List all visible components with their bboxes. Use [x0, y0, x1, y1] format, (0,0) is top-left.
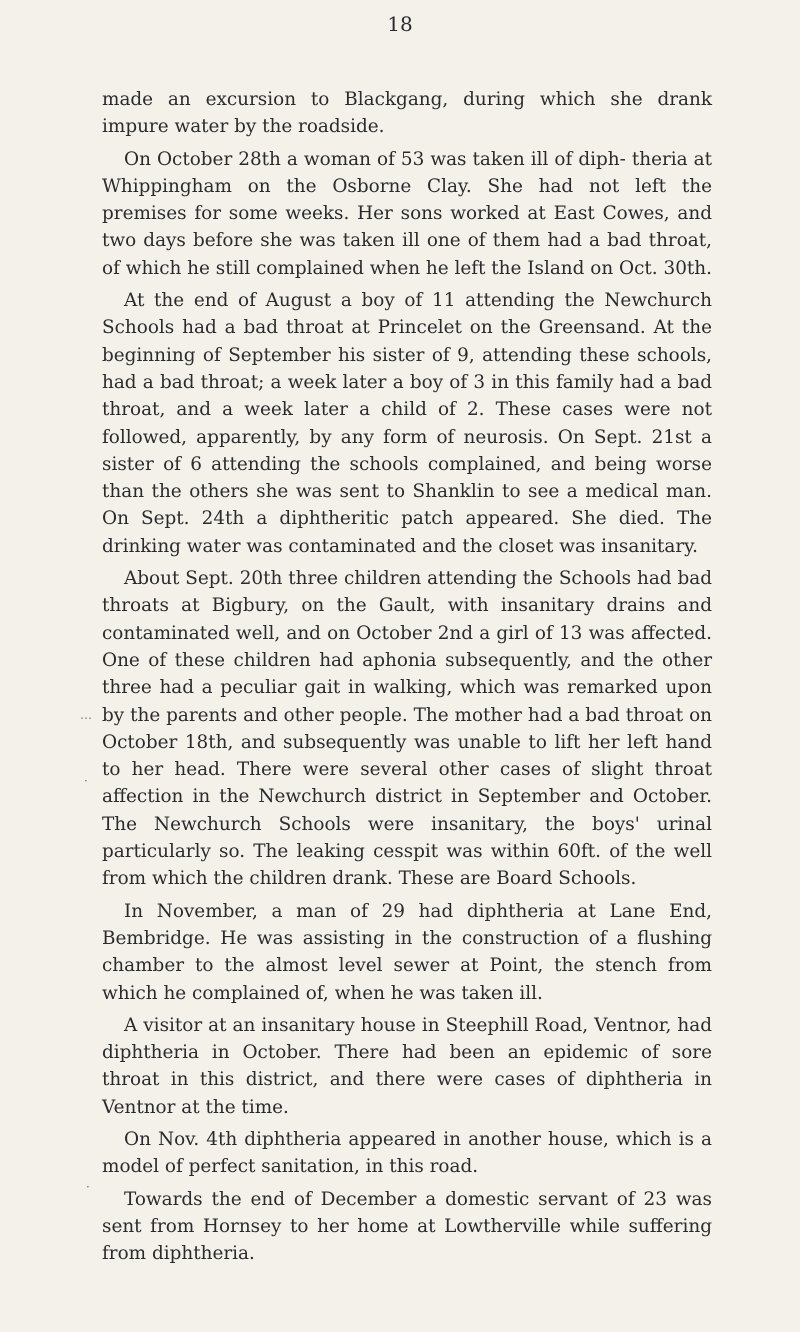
text-line: 18th, and subsequently was unable to lift her left hand to [102, 731, 712, 781]
text-line: within 60ft. of the well from which the children drank. [102, 841, 712, 890]
text-line: At the end of August a boy of 11 attending the [124, 290, 595, 312]
text-line: the closet was insanitary. [462, 535, 698, 557]
text-line: On Nov. 4th diphtheria appeared in another house, [124, 1128, 609, 1150]
text-line: later a child of 2. These cases were not followed, [102, 399, 712, 448]
text-line: taken ill. [461, 982, 543, 1004]
text-line: medical man. On Sept. 24th a diphtheritic patch appeared. [102, 481, 712, 530]
text-line: 23 was sent from Hornsey to her home at Lowtherville [102, 1188, 712, 1237]
paragraph [102, 146, 712, 282]
paragraph [102, 287, 712, 560]
text-line: a boy of 3 in this family had a bad throat, and a week [102, 371, 713, 421]
text-line: which is a model of perfect sanitation, in this road. [102, 1128, 712, 1178]
text-line: made an excursion to Blackgang, during which she [102, 89, 643, 110]
text-line: other people. The mother had a bad throat on October [102, 704, 713, 753]
text-line: throat affection in the Newchurch district in September [102, 759, 712, 808]
text-line: a flushing chamber to the almost level sewer at Point, [102, 927, 712, 977]
text-line: apparently, by any form of neurosis. On Sept. 21st a [196, 426, 712, 448]
text-line: Ventnor, had diphtheria in October. There had been an [102, 1014, 712, 1064]
text-line: while suffering from diphtheria. [102, 1215, 712, 1265]
text-line: About Sept. 20th three children attending the Schools [124, 568, 632, 590]
paragraph [102, 565, 712, 893]
text-line: and October. The Newchurch Schools were insanitary, [102, 786, 712, 835]
text-line: Newchurch Schools had a bad throat at Princelet on the [102, 290, 712, 339]
margin-mark: … [80, 708, 92, 722]
text-line: the stench from which he complained of, when he was [102, 955, 712, 1004]
text-line: cases of diphtheria in Ventnor at the time. [102, 1069, 712, 1118]
text-line: had bad throats at Bigbury, on the Gault, with insanitary [102, 568, 712, 617]
text-line: 9, attending these schools, had a bad throat; a week later [102, 344, 712, 393]
text-line: drains and contaminated well, and on October 2nd a girl [102, 595, 712, 644]
text-line: the boys' urinal particularly so. The leaking cesspit was [102, 813, 712, 863]
text-line: End, Bembridge. He was assisting in the construction of [102, 900, 712, 949]
text-line: when he left the Island on Oct. 30th. [369, 257, 712, 279]
text-line: subsequently, and the other three had a peculiar gait in [102, 649, 712, 699]
paragraph [102, 898, 712, 1007]
paragraph [102, 1012, 712, 1121]
margin-mark: · [86, 1180, 90, 1194]
text-line: A visitor at an insanitary house in Steephill Road, [124, 1014, 589, 1036]
text-line: of 13 was affected. One of these children had aphonia [102, 622, 713, 671]
text-line: not left the premises for some weeks. Her sons worked [102, 175, 712, 225]
text-line: drank impure water by the roadside. [102, 89, 712, 138]
text-line: Towards the end of December a domestic servant of [124, 1188, 635, 1210]
text-line: of them had a bad throat, of which he still complained [102, 230, 712, 279]
page-number: 18 [387, 12, 413, 36]
text-line: In November, a man of 29 had diphtheria at Lane [124, 900, 656, 922]
text-line: Greensand. At the beginning of September his sister of [102, 317, 712, 366]
text-line: her head. There were several other cases of slight [131, 759, 644, 781]
margin-mark: · [84, 774, 88, 788]
body-text [102, 86, 712, 1272]
text-line: theria at Whippingham on the Osborne Clay. She had [102, 148, 712, 197]
text-line: at East Cowes, and two days before she was taken ill one [102, 203, 712, 252]
text-line: These are Board Schools. [398, 868, 637, 890]
text-line: She died. The drinking water was contaminated and [102, 508, 712, 557]
text-line: On October 28th a woman of 53 was taken ill of diph- [124, 148, 626, 170]
text-line: epidemic of sore throat in this district, and there were [102, 1042, 712, 1091]
paragraph [102, 1186, 712, 1268]
paragraph [102, 86, 712, 141]
text-line: walking, which was remarked upon by the parents and [102, 677, 712, 726]
text-line: worse than the others she was sent to Shanklin to see a [102, 453, 712, 503]
paragraph [102, 1126, 712, 1181]
text-line: sister of 6 attending the schools complained, and being [102, 453, 647, 475]
